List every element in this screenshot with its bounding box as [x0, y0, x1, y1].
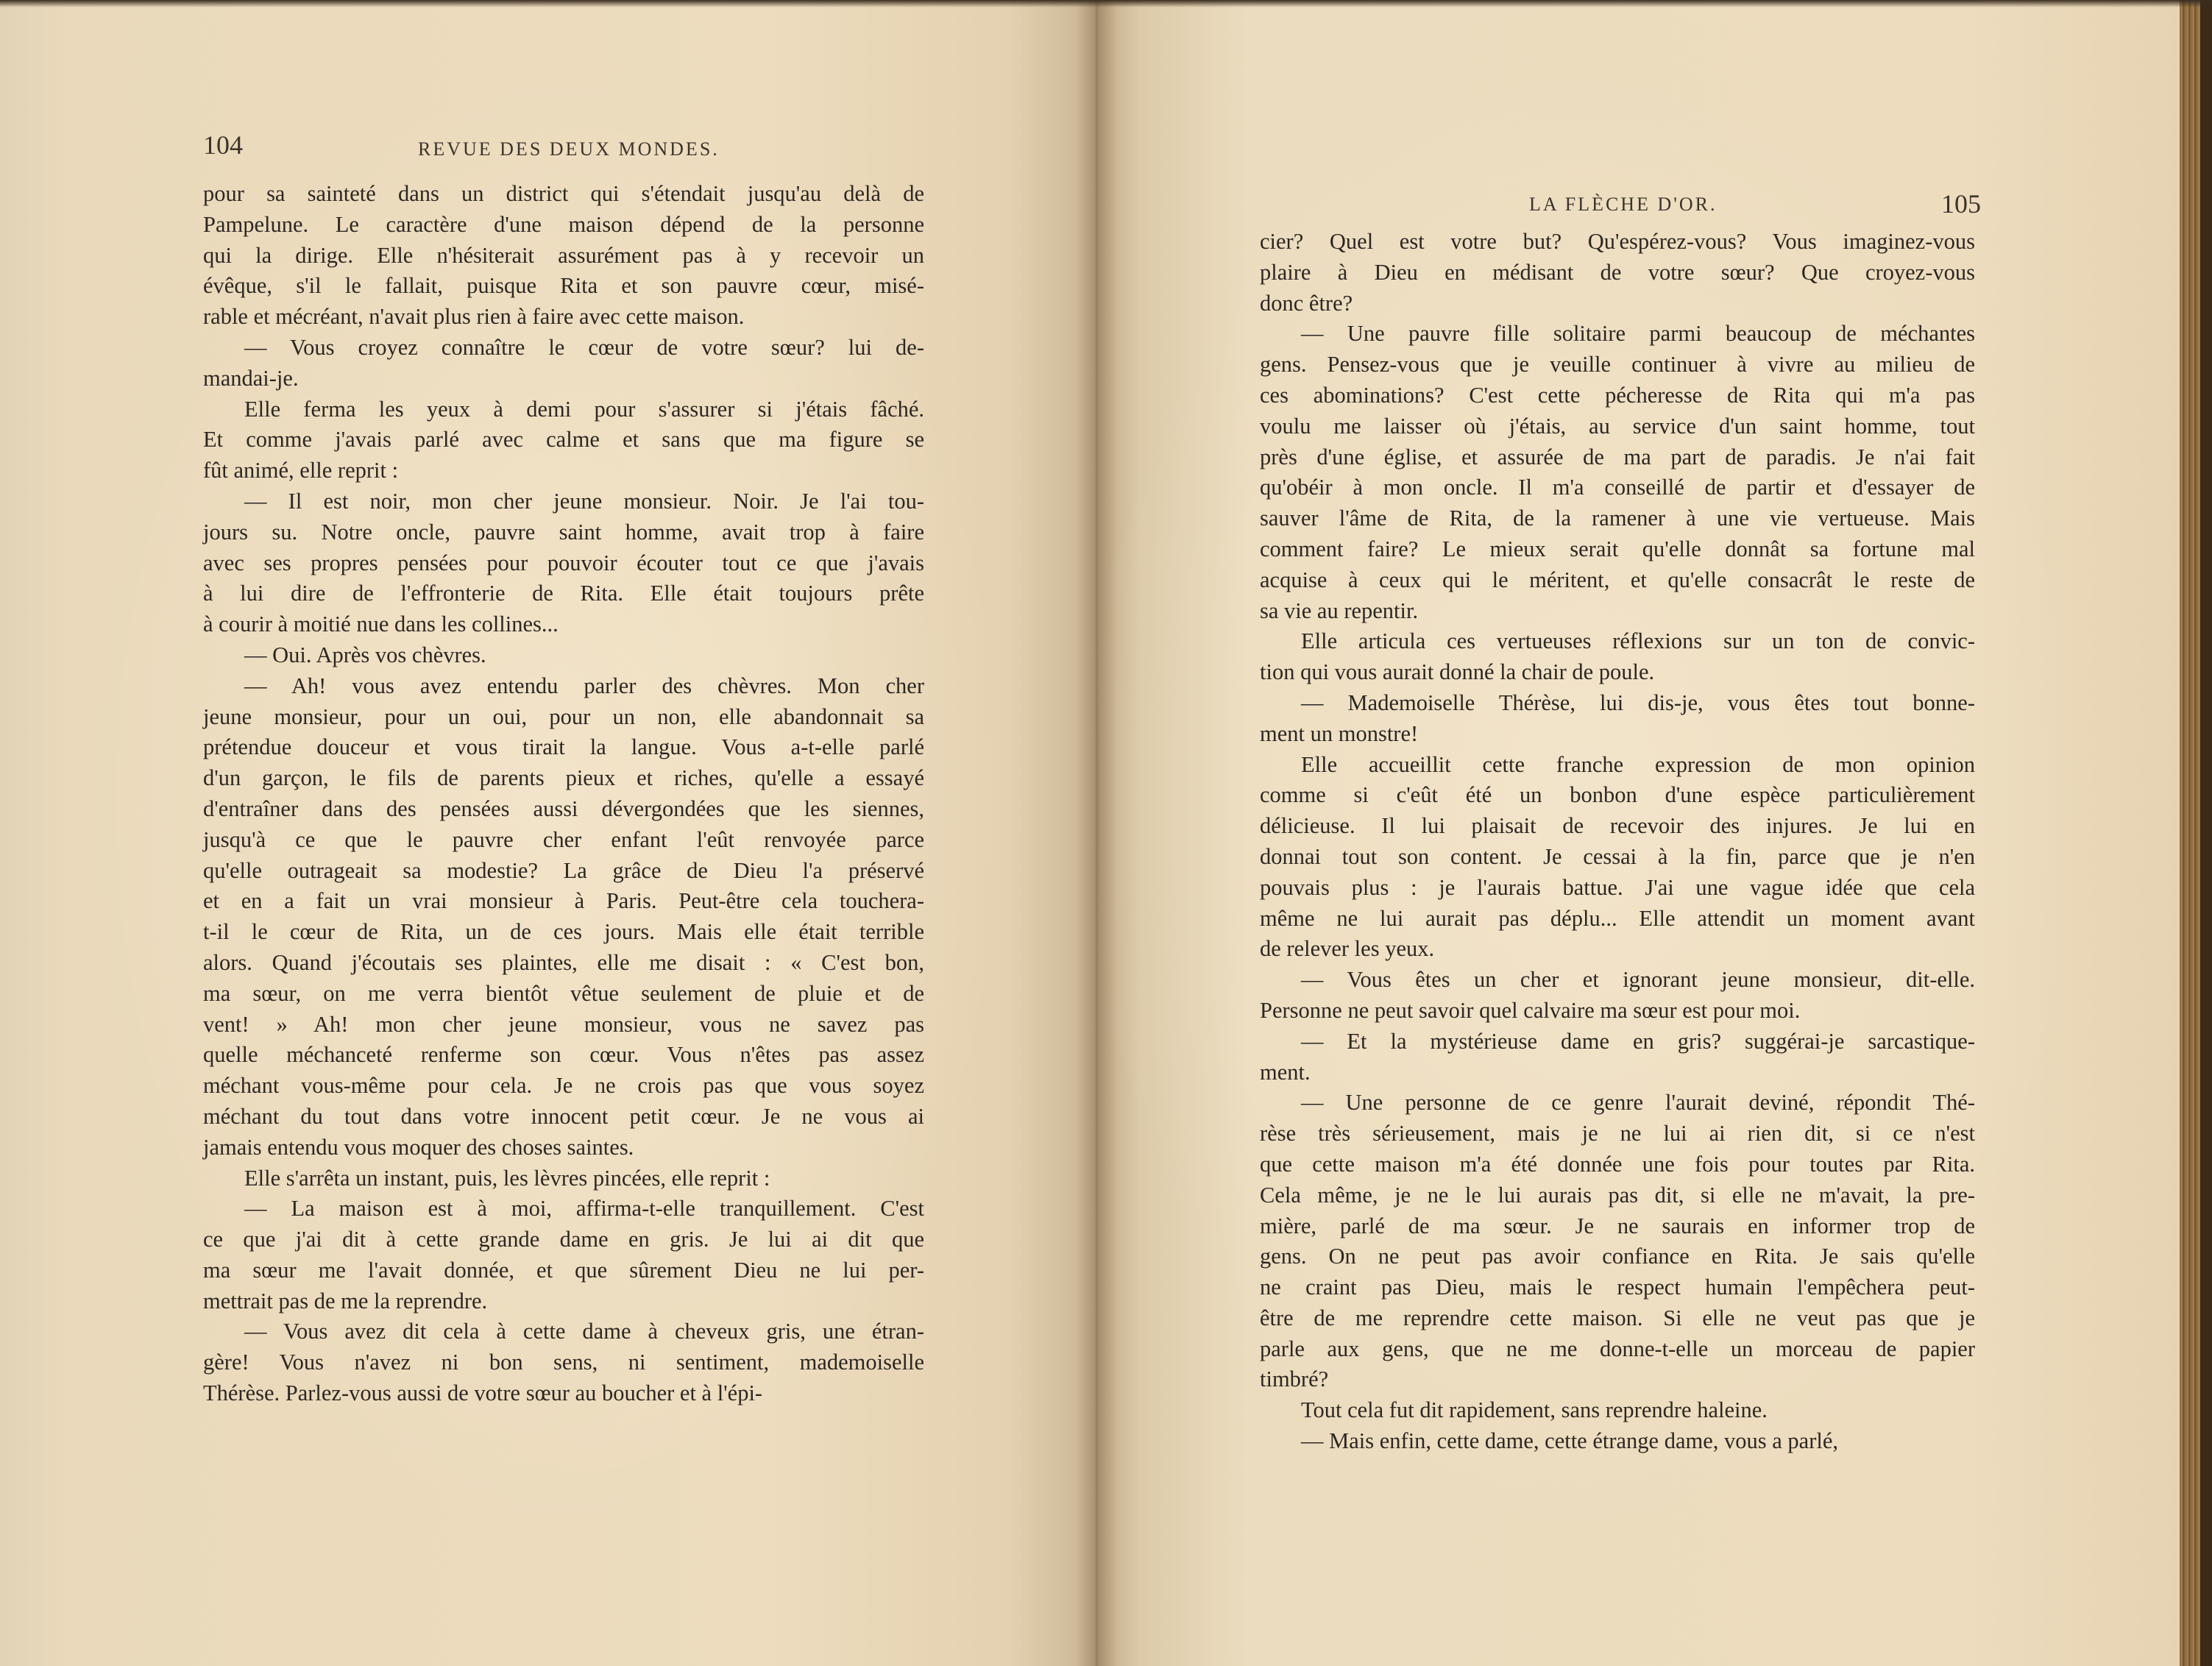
text-line: parle aux gens, que ne me donne-t-elle un morceau de papier	[1260, 1336, 1975, 1361]
right-page	[1096, 0, 2180, 1666]
text-line: — Vous croyez connaître le cœur de votre sœur? lui de-	[244, 334, 924, 360]
text-line: gens. Pensez-vous que je veuille continuer à vivre au milieu de	[1260, 352, 1975, 377]
text-line: acquise à ceux qui le méritent, et qu'elle consacrât le reste de	[1260, 567, 1975, 592]
text-line: Elle ferma les yeux à demi pour s'assurer si j'étais fâché.	[244, 396, 924, 422]
text-line: — Une pauvre fille solitaire parmi beaucoup de méchantes	[1301, 321, 1975, 347]
text-line: — Il est noir, mon cher jeune monsieur. Noir. Je l'ai tou-	[244, 488, 924, 514]
top-shadow	[0, 0, 2212, 7]
right-page-text	[1260, 227, 1975, 1457]
text-line: ce que j'ai dit à cette grande dame en gris. Je lui ai dit que	[203, 1227, 924, 1252]
text-line: plaire à Dieu en médisant de votre sœur? Que croyez-vous	[1260, 259, 1975, 285]
text-line: voulu me laisser où j'étais, au service d'un saint homme, tout	[1260, 413, 1975, 439]
text-line: jeune monsieur, pour un oui, pour un non, elle abandonnait sa	[203, 703, 924, 729]
text-line: comme si c'eût été un bonbon d'une espèce particulièrement	[1260, 782, 1975, 808]
text-line: — Mais enfin, cette dame, cette étrange dame, vous a parlé,	[1301, 1428, 1838, 1454]
text-line: — Mademoiselle Thérèse, lui dis-je, vous êtes tout bonne-	[1301, 690, 1975, 715]
text-line: Personne ne peut savoir quel calvaire ma sœur est pour moi.	[1260, 997, 1801, 1023]
text-line: ma sœur, on me verra bientôt vêtue seulement de pluie et de	[203, 980, 924, 1006]
text-line: qu'obéir à mon oncle. Il m'a conseillé de partir et d'essayer de	[1260, 475, 1975, 500]
running-head-left: REVUE DES DEUX MONDES.	[418, 138, 720, 160]
text-line: — Oui. Après vos chèvres.	[244, 642, 486, 667]
running-head-right: LA FLÈCHE D'OR.	[1529, 194, 1718, 215]
text-line: Elle s'arrêta un instant, puis, les lèvres pincées, elle reprit :	[244, 1165, 770, 1191]
text-line: rèse très sérieusement, mais je ne lui ai rien dit, si ce n'est	[1260, 1121, 1975, 1146]
text-line: pouvais plus : je l'aurais battue. J'ai une vague idée que cela	[1260, 874, 1975, 900]
text-line: fût animé, elle reprit :	[203, 458, 399, 483]
text-line: ces abominations? C'est cette pécheresse de Rita qui m'a pas	[1260, 382, 1975, 408]
text-line: rable et mécréant, n'avait plus rien à faire avec cette maison.	[203, 304, 745, 330]
text-line: sauver l'âme de Rita, de la ramener à une vie vertueuse. Mais	[1260, 506, 1975, 531]
text-line: Pampelune. Le caractère d'une maison dépend de la personne	[203, 211, 924, 237]
text-line: gère! Vous n'avez ni bon sens, ni sentiment, mademoiselle	[203, 1350, 924, 1375]
text-line: donc être?	[1260, 290, 1353, 316]
text-line: sa vie au repentir.	[1260, 598, 1419, 623]
text-line: ment.	[1260, 1059, 1311, 1085]
text-line: vent! » Ah! mon cher jeune monsieur, vous ne savez pas	[203, 1011, 924, 1037]
text-line: de relever les yeux.	[1260, 936, 1435, 962]
text-line: pour sa sainteté dans un district qui s'étendait jusqu'au delà de	[203, 181, 924, 206]
text-line: mière, parlé de ma sœur. Je ne saurais en informer trop de	[1260, 1213, 1975, 1238]
text-line: cier? Quel est votre but? Qu'espérez-vous? Vous imaginez-vous	[1260, 229, 1975, 254]
text-line: Et comme j'avais parlé avec calme et sans que ma figure se	[203, 427, 924, 453]
text-line: à lui dire de l'effronterie de Rita. Elle était toujours prête	[203, 581, 924, 606]
page-number-right: 105	[1941, 189, 1981, 219]
page-number-left: 104	[203, 130, 243, 160]
text-line: — Vous êtes un cher et ignorant jeune monsieur, dit-elle.	[1301, 967, 1975, 993]
text-line: — Une personne de ce genre l'aurait deviné, répondit Thé-	[1301, 1090, 1975, 1116]
text-line: être de me reprendre cette maison. Si elle ne veut pas que je	[1260, 1305, 1975, 1330]
text-line: et en a fait un vrai monsieur à Paris. Peut-être cela touchera-	[203, 888, 924, 914]
text-line: comment faire? Le mieux serait qu'elle donnât sa fortune mal	[1260, 536, 1975, 561]
text-line: que cette maison m'a été donnée une fois pour toutes par Rita.	[1260, 1151, 1975, 1177]
text-line: — Et la mystérieuse dame en gris? suggérai-je sarcastique-	[1301, 1028, 1975, 1054]
text-line: Thérèse. Parlez-vous aussi de votre sœur au boucher et à l'épi-	[203, 1380, 763, 1406]
text-line: — La maison est à moi, affirma-t-elle tranquillement. C'est	[244, 1196, 924, 1222]
text-line: donnai tout son content. Je cessai à la fin, parce que je n'en	[1260, 843, 1975, 869]
text-line: Elle articula ces vertueuses réflexions sur un ton de convic-	[1301, 628, 1975, 654]
text-line: jours su. Notre oncle, pauvre saint homme, avait trop à faire	[203, 519, 924, 545]
text-line: méchant vous-même pour cela. Je ne crois pas que vous soyez	[203, 1073, 924, 1099]
book-gutter	[1076, 0, 1117, 1666]
text-line: avec ses propres pensées pour pouvoir écouter tout ce que j'avais	[203, 550, 924, 575]
text-line: gens. On ne peut pas avoir confiance en Rita. Je sais qu'elle	[1260, 1244, 1975, 1269]
text-line: — Ah! vous avez entendu parler des chèvres. Mon cher	[244, 673, 924, 698]
text-line: timbré?	[1260, 1367, 1329, 1392]
book-cover-edge	[2200, 0, 2212, 1666]
text-line: évêque, s'il le fallait, puisque Rita et son pauvre cœur, misé-	[203, 273, 924, 299]
text-line: près d'une église, et assurée de ma part de paradis. Je n'ai fait	[1260, 444, 1975, 469]
text-line: ma sœur me l'avait donnée, et que sûrement Dieu ne lui per-	[203, 1257, 924, 1283]
text-line: méchant du tout dans votre innocent petit cœur. Je ne vous ai	[203, 1103, 924, 1129]
text-line: Cela même, je ne le lui aurais pas dit, si elle ne m'avait, la pre-	[1260, 1182, 1975, 1208]
left-page-text	[203, 179, 924, 1409]
text-line: t-il le cœur de Rita, un de ces jours. Mais elle était terrible	[203, 919, 924, 945]
text-line: Elle accueillit cette franche expression de mon opinion	[1301, 751, 1975, 777]
text-line: — Vous avez dit cela à cette dame à cheveux gris, une étran-	[244, 1319, 924, 1344]
text-line: prétendue douceur et vous tirait la langue. Vous a-t-elle parlé	[203, 734, 924, 760]
text-line: qu'elle outrageait sa modestie? La grâce de Dieu l'a préservé	[203, 857, 924, 883]
text-line: à courir à moitié nue dans les collines...	[203, 612, 559, 637]
text-line: Tout cela fut dit rapidement, sans reprendre haleine.	[1301, 1397, 1768, 1423]
text-line: jusqu'à ce que le pauvre cher enfant l'eût renvoyée parce	[203, 826, 924, 852]
text-line: quelle méchanceté renferme son cœur. Vous n'êtes pas assez	[203, 1042, 924, 1068]
text-line: même ne lui aurait pas déplu... Elle attendit un moment avant	[1260, 905, 1975, 931]
text-line: mandai-je.	[203, 365, 299, 391]
left-page	[0, 0, 1096, 1666]
text-line: d'un garçon, le fils de parents pieux et riches, qu'elle a essayé	[203, 765, 924, 791]
text-line: mettrait pas de me la reprendre.	[203, 1288, 488, 1314]
text-line: ment un monstre!	[1260, 720, 1419, 746]
text-line: tion qui vous aurait donné la chair de poule.	[1260, 659, 1655, 685]
text-line: délicieuse. Il lui plaisait de recevoir des injures. Je lui en	[1260, 813, 1975, 839]
text-line: d'entraîner dans des pensées aussi dévergondées que les siennes,	[203, 795, 924, 821]
text-line: qui la dirige. Elle n'hésiterait assurément pas à y recevoir un	[203, 242, 924, 268]
text-line: ne craint pas Dieu, mais le respect humain l'empêchera peut-	[1260, 1275, 1975, 1300]
text-line: jamais entendu vous moquer des choses saintes.	[203, 1134, 634, 1160]
text-line: alors. Quand j'écoutais ses plaintes, elle me disait : « C'est bon,	[203, 949, 924, 975]
